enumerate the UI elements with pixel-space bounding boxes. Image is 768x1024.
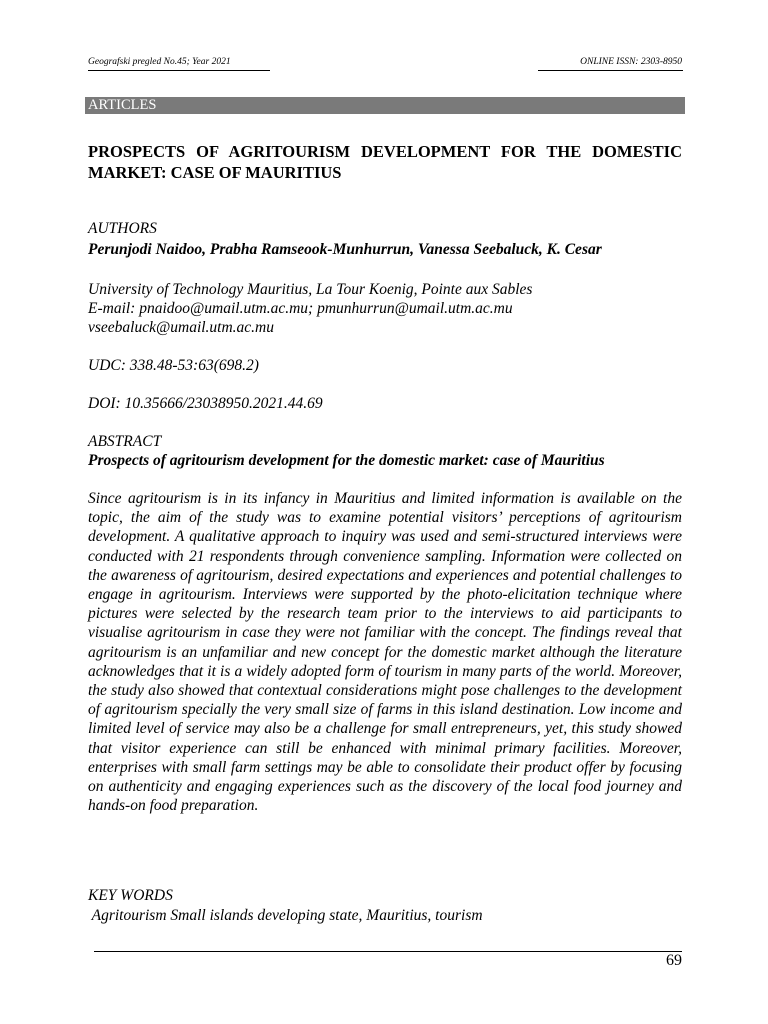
keywords-text: Agritourism Small islands developing state, Mauritius, tourism (88, 907, 483, 924)
running-header (88, 57, 682, 67)
abstract-body: Since agritourism is in its infancy in Mauritius and limited information is available on the topic, the aim of the study was to examine potential visitors’ perceptions of agritourism development. A qualitative approach to inquiry was used and semi-structured interviews were conducted with 21 respondents through convenience sampling. Information were collected on the awareness of agritourism, desired expectations and experiences and potential challenges to engage in agritourism. Interviews were supported by the photo-elicitation technique where pictures were selected by the research team prior to the interviews to aid participants to visualise agritourism in case they were not familiar with the concept. The findings reveal that agritourism is an unfamiliar and new concept for the domestic market although the literature acknowledges that it is a widely adopted form of tourism in many parts of the world. Moreover, the study also showed that contextual considerations might pose challenges to the development of agritourism specially the very small size of farms in this island destination. Low income and limited level of service may also be a challenge for small entrepreneurs, yet, this study showed that visitor experience can still be enhanced with minimal primary facilities. Moreover, enterprises with small farm settings may be able to consolidate their product offer by focusing on authenticity and engaging experiences such as the discovery of the local food journey and hands-on food preparation. (88, 490, 682, 815)
authors-heading: AUTHORS (88, 220, 157, 237)
doi-code: DOI: 10.35666/23038950.2021.44.69 (88, 395, 323, 412)
author-email-line-2: vseebaluck@umail.utm.ac.mu (88, 319, 274, 336)
author-affiliation: University of Technology Mauritius, La Tour Koenig, Pointe aux Sables (88, 281, 533, 298)
abstract-subtitle: Prospects of agritourism development for the domestic market: case of Mauritius (88, 452, 605, 469)
author-names: Perunjodi Naidoo, Prabha Ramseook-Munhurrun, Vanessa Seebaluck, K. Cesar (88, 241, 602, 258)
keywords-heading: KEY WORDS (88, 887, 173, 904)
udc-code: UDC: 338.48-53:63(698.2) (88, 357, 259, 374)
issn-label: ONLINE ISSN: 2303-8950 (580, 57, 682, 67)
header-rule-left (88, 70, 270, 71)
journal-citation: Geografski pregled No.45; Year 2021 (88, 57, 231, 67)
abstract-heading: ABSTRACT (88, 433, 162, 450)
author-email-line-1: E-mail: pnaidoo@umail.utm.ac.mu; pmunhurrun@umail.utm.ac.mu (88, 300, 513, 317)
footer-rule (94, 951, 682, 952)
article-title: PROSPECTS OF AGRITOURISM DEVELOPMENT FOR THE DOMESTIC MARKET: CASE OF MAURITIUS (88, 142, 682, 182)
header-rule-right (538, 70, 683, 71)
section-label: ARTICLES (85, 97, 685, 114)
page-number: 69 (666, 952, 682, 969)
